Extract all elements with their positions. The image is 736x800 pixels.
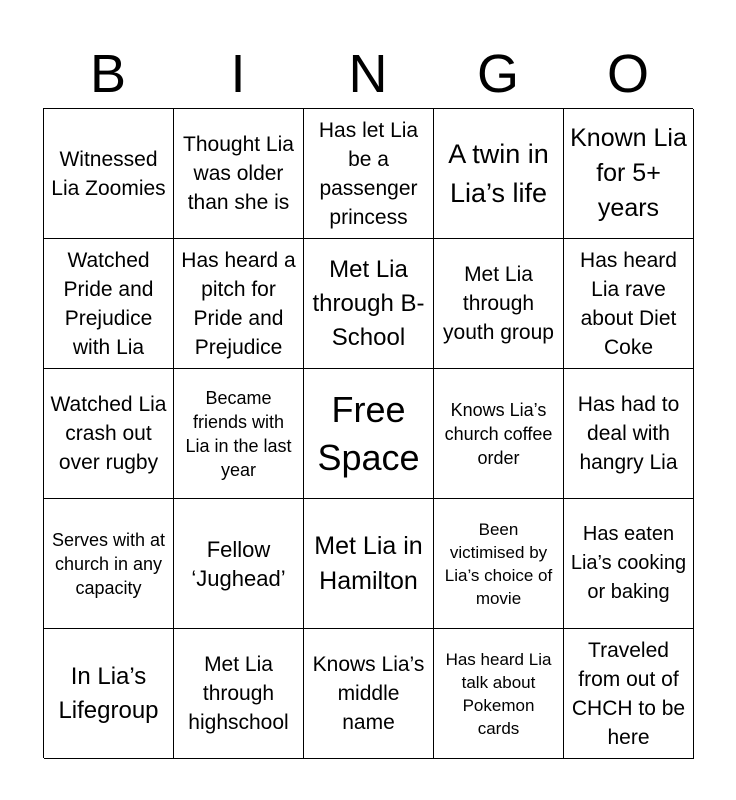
cell-text: A twin in Lia’s life <box>448 138 549 208</box>
header-letter-n: N <box>348 44 388 104</box>
bingo-cell[interactable] <box>434 369 564 499</box>
bingo-cell[interactable] <box>564 499 694 629</box>
bingo-cell[interactable] <box>304 629 434 759</box>
cell-text: Free Space <box>317 388 420 478</box>
header-letter-i: I <box>230 44 246 104</box>
bingo-cell[interactable] <box>44 629 174 759</box>
cell-text: In Lia’s Lifegroup <box>58 662 159 724</box>
cell-text: Met Lia through youth group <box>443 263 554 344</box>
cell-text: Met Lia through B-School <box>312 255 425 351</box>
bingo-cell[interactable] <box>564 629 694 759</box>
cell-text: Thought Lia was older than she is <box>183 133 294 214</box>
cell-text: Met Lia in Hamilton <box>314 531 423 595</box>
cell-text: Has heard a pitch for Pride and Prejudice <box>181 248 296 359</box>
bingo-cell[interactable] <box>44 109 174 239</box>
bingo-cell[interactable] <box>434 109 564 239</box>
cell-text: Has eaten Lia’s cooking or baking <box>570 523 687 603</box>
free-space-cell[interactable] <box>304 369 434 499</box>
bingo-grid <box>43 108 693 758</box>
bingo-cell[interactable] <box>304 239 434 369</box>
cell-text: Has heard Lia rave about Diet Coke <box>580 248 677 359</box>
bingo-cell[interactable] <box>44 369 174 499</box>
cell-text: Has had to deal with hangry Lia <box>577 393 680 474</box>
bingo-cell[interactable] <box>174 499 304 629</box>
bingo-cell[interactable] <box>434 629 564 759</box>
bingo-cell[interactable] <box>564 369 694 499</box>
cell-text: Met Lia through highschool <box>188 653 289 734</box>
bingo-cell[interactable] <box>174 629 304 759</box>
cell-text: Has let Lia be a passenger princess <box>318 118 419 229</box>
cell-text: Watched Pride and Prejudice with Lia <box>63 248 154 359</box>
cell-text: Has heard Lia talk about Pokemon cards <box>445 649 552 738</box>
header-letter-o: O <box>606 44 649 104</box>
cell-text: Known Lia for 5+ years <box>570 124 687 222</box>
bingo-cell[interactable] <box>44 499 174 629</box>
bingo-cell[interactable] <box>564 239 694 369</box>
bingo-cell[interactable] <box>174 109 304 239</box>
cell-text: Watched Lia crash out over rugby <box>50 393 167 474</box>
bingo-cell[interactable] <box>174 239 304 369</box>
cell-text: Knows Lia’s middle name <box>312 653 425 734</box>
bingo-cell[interactable] <box>434 499 564 629</box>
bingo-cell[interactable] <box>564 109 694 239</box>
bingo-cell[interactable] <box>434 239 564 369</box>
bingo-cell[interactable] <box>304 499 434 629</box>
bingo-cell[interactable] <box>304 109 434 239</box>
header-letter-g: G <box>476 44 519 104</box>
cell-text: Witnessed Lia Zoomies <box>51 147 166 200</box>
cell-text: Been victimised by Lia’s choice of movie <box>444 519 553 608</box>
bingo-cell[interactable] <box>44 239 174 369</box>
bingo-header <box>43 40 693 108</box>
cell-text: Serves with at church in any capacity <box>51 529 166 598</box>
cell-text: Knows Lia’s church coffee order <box>444 399 553 468</box>
cell-text: Traveled from out of CHCH to be here <box>571 638 686 749</box>
bingo-cell[interactable] <box>174 369 304 499</box>
cell-text: Became friends with Lia in the last year <box>185 387 292 480</box>
cell-text: Fellow ‘Jughead’ <box>191 536 286 591</box>
header-letter-b: B <box>89 44 127 104</box>
